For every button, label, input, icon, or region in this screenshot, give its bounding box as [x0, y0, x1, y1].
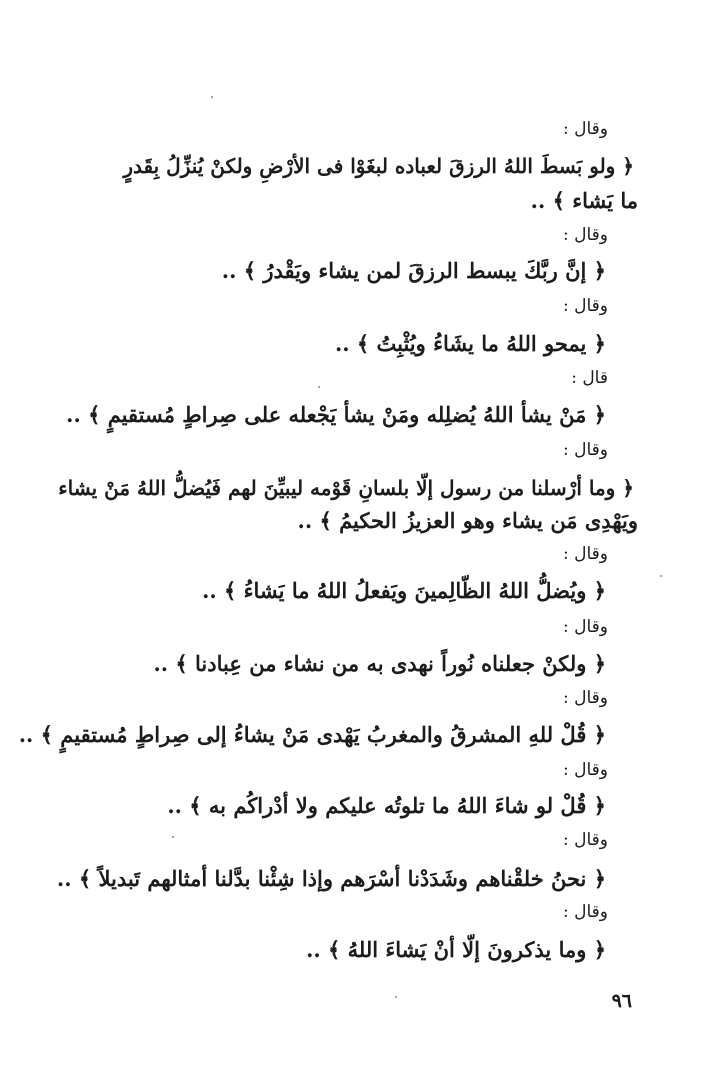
entry-8-verse: ﴿ قُلْ للهِ المشرقُ والمغربُ يَهْدى مَنْ يشاءُ إلى صِراطٍ مُستقيمٍ ﴾ .. [18, 722, 606, 747]
entry-5-verse-line-1: ﴿ وما أرْسلنا من رسول إلّا بلسانِ قَوْمه ليبيِّنَ لهم فَيُضلُّ اللهُ مَنْ يشاء [58, 476, 634, 500]
scan-speck [172, 836, 174, 838]
entry-5-label: وقال : [563, 440, 608, 460]
entry-3-label: وقال : [563, 296, 608, 316]
entry-6-label: وقال : [563, 544, 608, 564]
scan-speck [318, 386, 320, 388]
entry-11-label: وقال : [563, 902, 608, 922]
entry-3-verse: ﴿ يمحو اللهُ ما يشَاءُ ويُثْبِتُ ﴾ .. [334, 331, 606, 356]
entry-9-verse: ﴿ قُلْ لو شاءَ اللهُ ما تلوتُه عليكم ولا أدْراكُم به ﴾ .. [167, 793, 606, 818]
entry-8-label: وقال : [563, 688, 608, 708]
entry-9-label: وقال : [563, 760, 608, 780]
entry-7-label: وقال : [563, 617, 608, 637]
entry-6-verse: ﴿ ويُضلُّ اللهُ الظّالِمينَ ويَفعلُ اللهُ ما يَشاءُ ﴾ .. [202, 578, 606, 603]
entry-1-label: وقال : [563, 119, 608, 139]
entry-4-label: قال : [571, 368, 608, 388]
entry-2-verse: ﴿ إنَّ ربَّكَ يبسط الرزقَ لمن يشاء ويَقْدرُ ﴾ .. [221, 258, 606, 283]
entry-4-verse: ﴿ مَنْ يشأ اللهُ يُضلِله ومَنْ يشأ يَجْعله على صِراطٍ مُستقيمٍ ﴾ .. [66, 402, 606, 427]
scan-speck [395, 996, 397, 998]
scan-speck [211, 96, 213, 98]
entry-1-verse-line-1: ﴿ ولو بَسطَ اللهُ الرزقَ لعباده لبغَوْا فى الأرْضِ ولكنْ يُنزِّلُ بِقَدرٍ [123, 154, 634, 178]
entry-1-verse-line-2: ما يَشاء ﴾ .. [530, 188, 638, 213]
entry-7-verse: ﴿ ولكنْ جعلناه نُوراً نهدى به من نشاء من عِبادنا ﴾ .. [153, 651, 606, 676]
page-number: ٩٦ [611, 990, 632, 1012]
entry-11-verse: ﴿ وما يذكرونَ إلّا أنْ يَشاءَ اللهُ ﴾ .. [306, 937, 606, 962]
entry-5-verse-line-2: ويَهْدِى مَن يشاء وهو العزيزُ الحكيمُ ﴾ .. [297, 508, 638, 533]
entry-10-label: وقال : [563, 830, 608, 850]
entry-2-label: وقال : [563, 225, 608, 245]
entry-10-verse: ﴿ نحنُ خلقْناهم وشَدَدْنا أسْرَهم وإذا شِئْنا بدَّلنا أمثالهم تَبديلاً ﴾ .. [56, 866, 606, 891]
scan-speck [660, 575, 662, 577]
